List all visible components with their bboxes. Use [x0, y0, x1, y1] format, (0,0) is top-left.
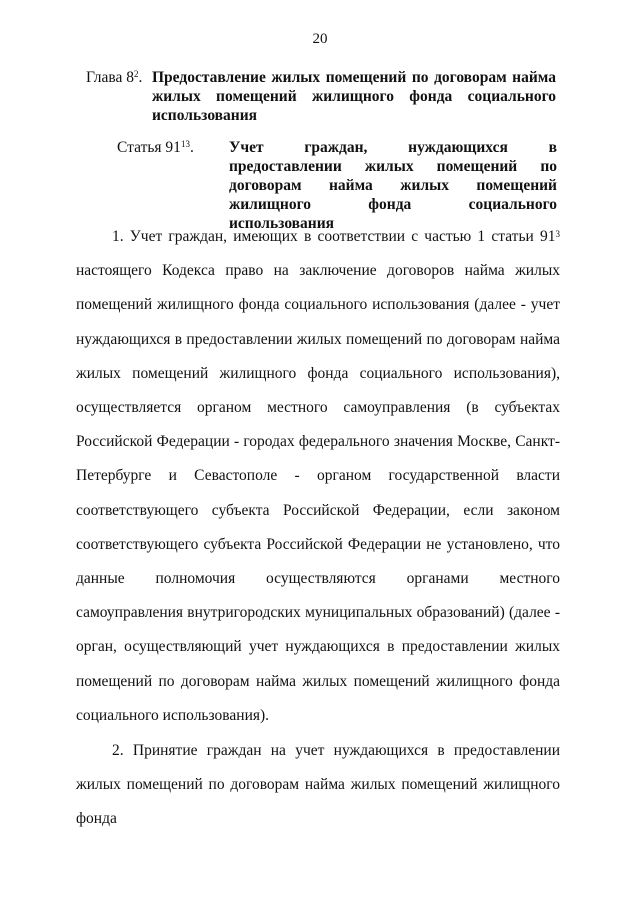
article-label: [117, 138, 194, 157]
article-label-suffix: .: [189, 139, 194, 156]
article-label-superscript: 13: [180, 139, 190, 149]
paragraph-1-rest: настоящего Кодекса право на заключение договоров найма жилых помещений жилищного фонда социального использования (далее - учет нуждающихся в предоставлении жилых помещений по договорам найма жилых помещений жилищного фонда социального использования), осуществляется органом местного самоуправления (в субъектах Российской Федерации - городах федерального значения Москве, Санкт-Петербурге и Севастополе - органом государственной власти соответствующего субъекта Российской Федерации, если законом соответствующего субъекта Российской Федерации не установлено, что данные полномочия осуществляются органами местного самоуправления внутригородских муниципальных образований) (далее - орган, осуществляющий учет нуждающихся в предоставлении жилых помещений по договорам найма жилых помещений жилищного фонда социального использования).: [76, 262, 560, 724]
paragraph-2: 2. Принятие граждан на учет нуждающихся в предоставлении жилых помещений по договорам найма жилых помещений жилищного фонда: [76, 742, 560, 828]
paragraph-1-superscript: 3: [555, 229, 560, 239]
page-number: 20: [312, 31, 328, 47]
chapter-heading: [86, 68, 556, 125]
paragraph-1-start: 1. Учет граждан, имеющих в соответствии с частью 1 статьи 91: [112, 228, 556, 245]
article-body: [76, 220, 560, 837]
article-heading: [117, 138, 557, 233]
chapter-label-text: Глава 8: [86, 69, 135, 86]
chapter-title: Предоставление жилых помещений по договорам найма жилых помещений жилищного фонда социального использования: [152, 69, 556, 124]
chapter-label: [86, 68, 142, 87]
chapter-label-suffix: .: [138, 69, 143, 86]
chapter-label-superscript: 2: [134, 69, 139, 79]
article-title: Учет граждан, нуждающихся в предоставлении жилых помещений по договорам найма жилых помещений жилищного фонда социального использования: [229, 139, 557, 232]
article-label-text: Статья 91: [117, 139, 181, 156]
paragraph-1: [76, 220, 560, 733]
